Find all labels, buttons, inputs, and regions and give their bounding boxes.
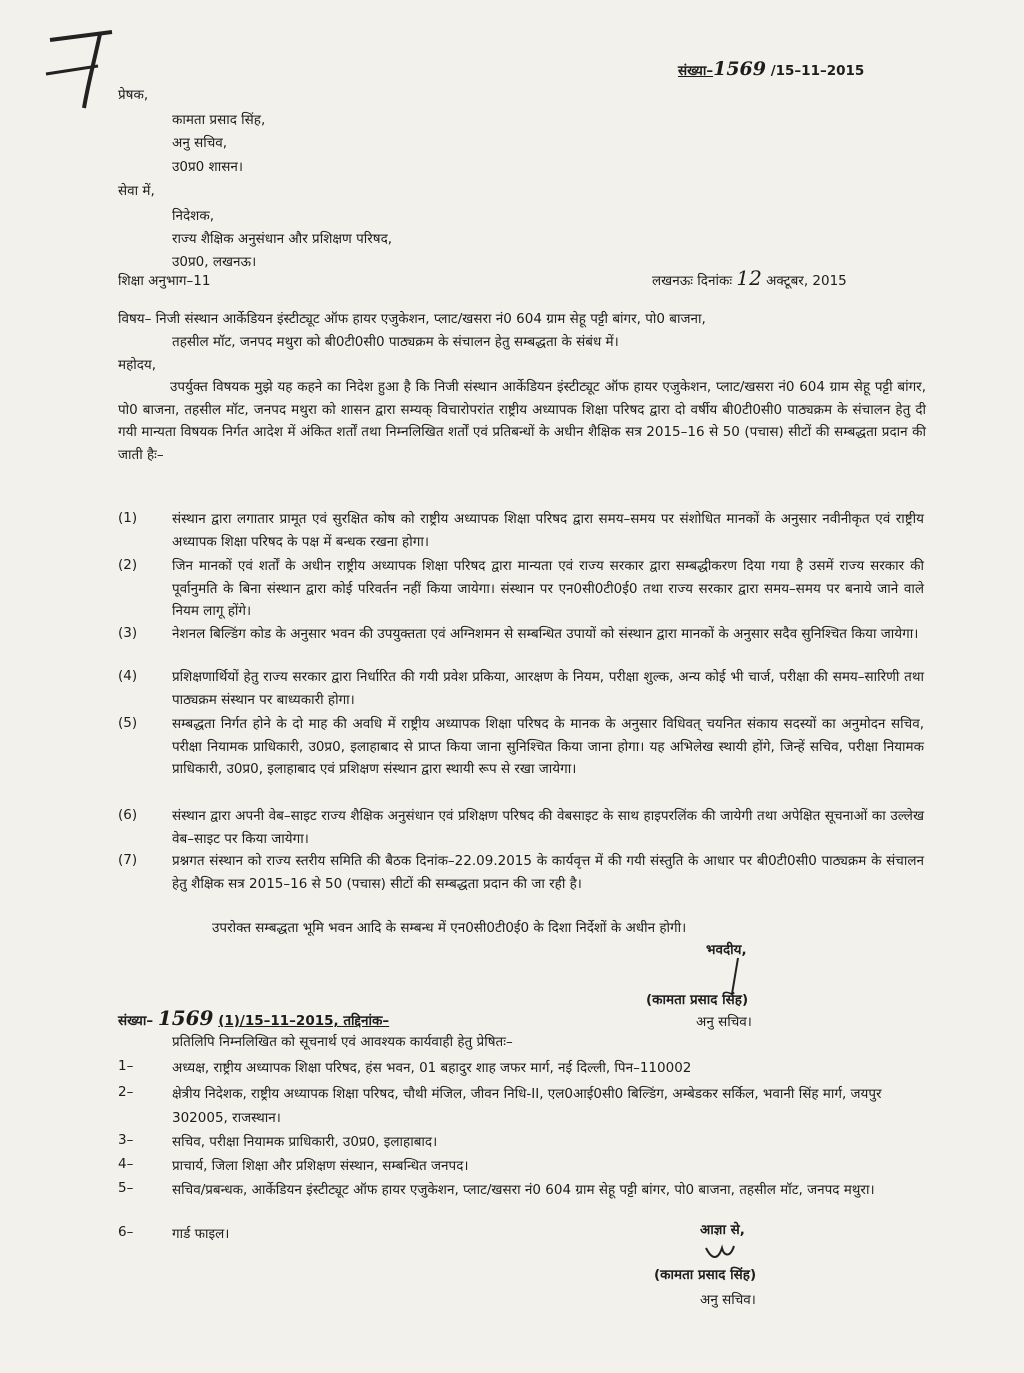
condition-text: संस्थान द्वारा लगातार प्रामूत एवं सुरक्षित कोष को राष्ट्रीय अध्यापक शिक्षा परिषद द्वारा समय–समय पर संशोधित मानकों के अनुसार नवीनीकृत एवं राष्ट्रीय अध्यापक शिक्षा परिषद के पक्ष में बन्धक रखना होगा। bbox=[172, 511, 924, 550]
sender-label: प्रेषक, bbox=[118, 87, 149, 103]
yours-faithfully: भवदीय, bbox=[706, 942, 747, 958]
recipient-place: उ0प्र0, लखनऊ। bbox=[172, 254, 257, 270]
condition-text: सम्बद्धता निर्गत होने के दो माह की अवधि में राष्ट्रीय अध्यापक शिक्षा परिषद के मानक के अनुसार विधिवत् चयनित संकाय सदस्यों का अनुमोदन सचिव, परीक्षा नियामक प्राधिकारी, उ0प्र0, इलाहाबाद से प्राप्त किया जाना सुनिश्चित किया जाना होगा। यह अभिलेख स्थायी होंगे, जिन्हें सचिव, परीक्षा नियामक प्राधिकारी, उ0प्र0, इलाहाबाद एवं प्रशिक्षण संस्थान द्वारा स्थायी रूप से रखा जायेगा। bbox=[172, 716, 924, 777]
condition-text: जिन मानकों एवं शर्तों के अधीन राष्ट्रीय अध्यापक शिक्षा परिषद द्वारा मान्यता एवं राज्य सरकार द्वारा सम्बद्धीकरण दिया गया है उसमें राज्य सरकार की पूर्वानुमति के बिना संस्थान द्वारा कोई परिवर्तन नहीं किया जायेगा। संस्थान पर एन0सी0टी0ई0 तथा राज्य सरकार द्वारा समय–समय पर बनाये जाने वाले नियम लागू होंगे। bbox=[172, 558, 924, 619]
copy-text: क्षेत्रीय निदेशक, राष्ट्रीय अध्यापक शिक्षा परिषद, चौथी मंजिल, जीवन निधि-II, एल0आई0सी0 बिल्डिंग, अम्बेडकर सर्किल, भवानी सिंह मार्ग, जयपुर 302005, राजस्थान। bbox=[172, 1086, 882, 1126]
subject-line-2: तहसील मॉट, जनपद मथुरा को बी0टी0सी0 पाठ्यक्रम के संचालन हेतु सम्बद्धता के संबंध में। bbox=[172, 334, 619, 350]
copy-ref-rest: (1)/15–11–2015, तद्दिनांक– bbox=[218, 1013, 390, 1029]
condition-text: संस्थान द्वारा अपनी वेब–साइट राज्य शैक्षिक अनुसंधान एवं प्रशिक्षण परिषद की वेबसाइट के साथ हाइपरलिंक की जायेगी तथा अपेक्षित सूचनाओं का उल्लेख वेब–साइट पर किया जायेगा। bbox=[172, 808, 924, 847]
copy-ref-handwritten: 1569 bbox=[157, 1006, 214, 1030]
ref-label: संख्या– bbox=[678, 63, 714, 79]
condition-number: (3) bbox=[118, 625, 138, 641]
recipient-org: राज्य शैक्षिक अनुसंधान और प्रशिक्षण परिषद, bbox=[172, 231, 393, 247]
sender-name: कामता प्रसाद सिंह, bbox=[172, 112, 266, 128]
date-prefix: लखनऊः दिनांकः bbox=[652, 273, 733, 289]
date-suffix: अक्टूबर, 2015 bbox=[766, 273, 847, 289]
copy-ref-number bbox=[118, 1006, 389, 1030]
signatory-designation: अनु सचिव। bbox=[700, 1292, 756, 1308]
section-name: शिक्षा अनुभाग–11 bbox=[118, 273, 211, 289]
copy-text: सचिव/प्रबन्धक, आर्केडियन इंस्टीट्यूट ऑफ हायर एजुकेशन, प्लाट/खसरा नं0 604 ग्राम सेहू पट्टी बांगर, पो0 बाजना, तहसील मॉट, जनपद मथुरा। bbox=[172, 1182, 875, 1198]
copy-text: प्राचार्य, जिला शिक्षा और प्रशिक्षण संस्थान, सम्बन्धित जनपद। bbox=[172, 1158, 469, 1174]
condition-number: (7) bbox=[118, 852, 138, 868]
closing-line: उपरोक्त सम्बद्धता भूमि भवन आदि के सम्बन्ध में एन0सी0टी0ई0 के दिशा निर्देशों के अधीन होगी। bbox=[212, 920, 687, 936]
salutation: महोदय, bbox=[118, 357, 157, 373]
signatory-name: (कामता प्रसाद सिंह) bbox=[654, 1267, 757, 1283]
ref-number bbox=[678, 58, 864, 80]
recipient-title: निदेशक, bbox=[172, 208, 214, 224]
condition-number: (4) bbox=[118, 668, 138, 684]
copy-intro: प्रतिलिपि निम्नलिखित को सूचनार्थ एवं आवश्यक कार्यवाही हेतु प्रेषितः– bbox=[172, 1034, 513, 1050]
copy-number: 2– bbox=[118, 1084, 134, 1100]
copy-text: गार्ड फाइल। bbox=[172, 1226, 230, 1242]
copy-number: 5– bbox=[118, 1180, 134, 1196]
signatory-designation: अनु सचिव। bbox=[696, 1014, 752, 1030]
copy-number: 3– bbox=[118, 1132, 134, 1148]
copy-number: 1– bbox=[118, 1058, 134, 1074]
condition-text: नेशनल बिल्डिंग कोड के अनुसार भवन की उपयुक्तता एवं अग्निशमन से सम्बन्धित उपायों को संस्थान द्वारा मानकों के अनुसार सदैव सुनिश्चित किया जायेगा। bbox=[172, 626, 919, 642]
copy-ref-label: संख्या– bbox=[118, 1013, 154, 1029]
copy-number: 4– bbox=[118, 1156, 134, 1172]
condition-number: (2) bbox=[118, 557, 138, 573]
condition-text: प्रश्नगत संस्थान को राज्य स्तरीय समिति की बैठक दिनांक–22.09.2015 के कार्यवृत्त में की गयी संस्तुति के आधार पर बी0टी0सी0 पाठ्यक्रम के संचालन हेतु शैक्षिक सत्र 2015–16 से 50 (पचास) सीटों की सम्बद्धता प्रदान की जा रही है। bbox=[172, 853, 924, 892]
condition-number: (6) bbox=[118, 807, 138, 823]
sender-designation: अनु सचिव, bbox=[172, 135, 228, 151]
by-order: आज्ञा से, bbox=[700, 1222, 745, 1238]
signatory-name: (कामता प्रसाद सिंह) bbox=[646, 992, 749, 1008]
margin-mark-icon bbox=[40, 22, 120, 112]
condition-number: (1) bbox=[118, 510, 138, 526]
recipient-label: सेवा में, bbox=[118, 183, 155, 199]
subject-line-1: विषय– निजी संस्थान आर्केडियन इंस्टीट्यूट ऑफ हायर एजुकेशन, प्लाट/खसरा नं0 604 ग्राम सेहू पट्टी बांगर, पो0 बाजना, bbox=[118, 311, 706, 327]
ref-handwritten: 1569 bbox=[713, 58, 766, 80]
sender-office: उ0प्र0 शासन। bbox=[172, 159, 243, 175]
signature-icon bbox=[702, 1238, 738, 1264]
intro-paragraph: उपर्युक्त विषयक मुझे यह कहने का निदेश हुआ है कि निजी संस्थान आर्केडियन इंस्टीट्यूट ऑफ हायर एजुकेशन, प्लाट/खसरा नं0 604 ग्राम सेहू पट्टी बांगर, पो0 बाजना, तहसील मॉट, जनपद मथुरा को शासन द्वारा सम्यक् विचारोपरांत राष्ट्रीय अध्यापक शिक्षा परिषद द्वारा दो वर्षीय बी0टी0सी0 पाठ्यक्रम के संचालन हेतु दी गयी मान्यता विषयक निर्गत आदेश में अंकित शर्तों तथा निम्नलिखित शर्तों एवं प्रतिबन्धों के अधीन शैक्षिक सत्र 2015–16 से 50 (पचास) सीटों की सम्बद्धता प्रदान की जाती हैः– bbox=[118, 379, 926, 463]
condition-number: (5) bbox=[118, 715, 138, 731]
date-handwritten: 12 bbox=[736, 266, 762, 290]
copy-text: अध्यक्ष, राष्ट्रीय अध्यापक शिक्षा परिषद, हंस भवन, 01 बहादुर शाह जफर मार्ग, नई दिल्ली, पिन–110002 bbox=[172, 1060, 692, 1076]
copy-number: 6– bbox=[118, 1224, 134, 1240]
ref-date: /15–11–2015 bbox=[770, 63, 865, 79]
copy-text: सचिव, परीक्षा नियामक प्राधिकारी, उ0प्र0, इलाहाबाद। bbox=[172, 1134, 438, 1150]
dateline bbox=[652, 266, 847, 290]
condition-text: प्रशिक्षणार्थियों हेतु राज्य सरकार द्वारा निर्धारित की गयी प्रवेश प्रकिया, आरक्षण के नियम, परीक्षा शुल्क, अन्य कोई भी चार्ज, परीक्षा की समय–सारिणी तथा पाठ्यक्रम संस्थान पर बाध्यकारी होगा। bbox=[172, 669, 924, 708]
